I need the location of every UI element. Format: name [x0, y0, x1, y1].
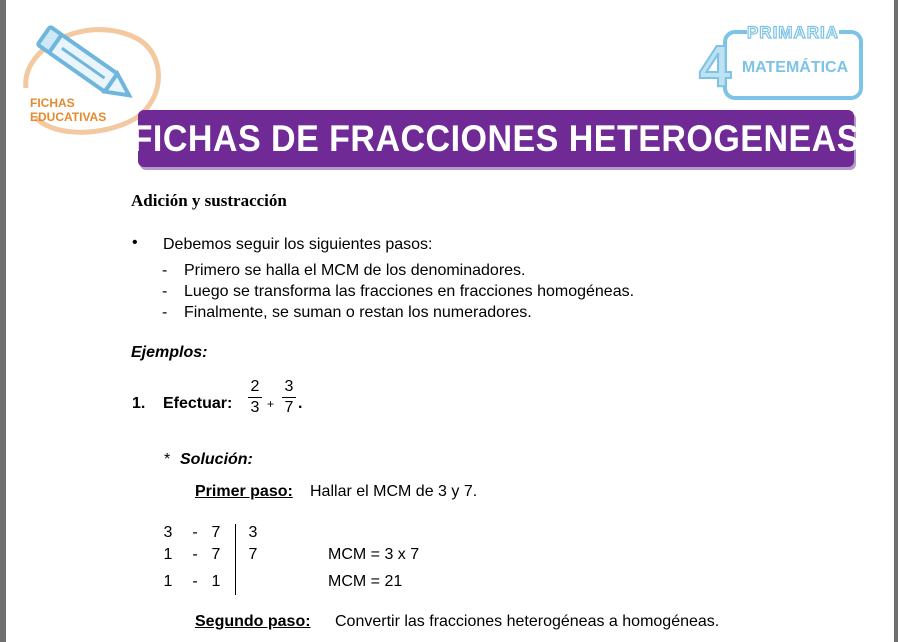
svg-text:MATEMÁTICA: MATEMÁTICA — [741, 59, 849, 76]
step2-label: Segundo paso: — [195, 613, 311, 630]
worksheet-page — [6, 0, 894, 642]
page-title: FICHAS DE FRACCIONES HETEROGENEAS — [131, 117, 861, 159]
mcm-cell: 1 — [163, 546, 173, 563]
grade-badge — [689, 20, 869, 104]
bullet-icon: • — [132, 234, 138, 251]
example-end: . — [298, 395, 303, 412]
example-label: Efectuar: — [163, 395, 233, 412]
step1-text: Hallar el MCM de 3 y 7. — [310, 483, 478, 500]
fraction-2: 3 7 — [281, 378, 297, 417]
mcm-cell: - — [192, 524, 198, 541]
step-item: Luego se transforma las fracciones en fracciones homogéneas. — [184, 283, 635, 300]
title-banner — [131, 110, 861, 167]
mcm-cell: - — [192, 546, 198, 563]
dash-icon: - — [162, 262, 168, 279]
step-item: Primero se halla el MCM de los denominadores. — [184, 262, 526, 279]
dash-icon: - — [162, 304, 168, 321]
mcm-cell: 1 — [211, 573, 221, 590]
mcm-cell: 3 — [163, 524, 173, 541]
example-number: 1. — [132, 395, 146, 412]
mcm-cell: 1 — [163, 573, 173, 590]
star-icon: * — [164, 451, 171, 468]
step-item: Finalmente, se suman o restan los numeradores. — [184, 304, 532, 321]
mcm-cell: - — [192, 573, 198, 590]
mcm-cell: 7 — [211, 524, 221, 541]
solution-label: Solución: — [180, 451, 253, 468]
bullet-text: Debemos seguir los siguientes pasos: — [163, 236, 433, 253]
step1-label: Primer paso: — [195, 483, 293, 500]
fraction-1: 2 3 — [247, 378, 263, 417]
mcm-result: MCM = 21 — [328, 573, 403, 590]
examples-label: Ejemplos: — [131, 344, 208, 361]
step2-text: Convertir las fracciones heterogéneas a homogéneas. — [335, 613, 720, 630]
mcm-cell: 3 — [248, 524, 258, 541]
section-title: Adición y sustracción — [131, 191, 287, 210]
mcm-result: MCM = 3 x 7 — [328, 546, 420, 563]
svg-text:4: 4 — [699, 34, 732, 99]
division-line — [235, 524, 236, 595]
mcm-cell: 7 — [248, 546, 258, 563]
logo-text: FICHAS EDUCATIVAS — [30, 96, 107, 124]
mcm-cell: 7 — [211, 546, 221, 563]
svg-text:PRIMARIA: PRIMARIA — [746, 23, 840, 42]
dash-icon: - — [162, 283, 168, 300]
plus-sign: + — [267, 397, 275, 411]
